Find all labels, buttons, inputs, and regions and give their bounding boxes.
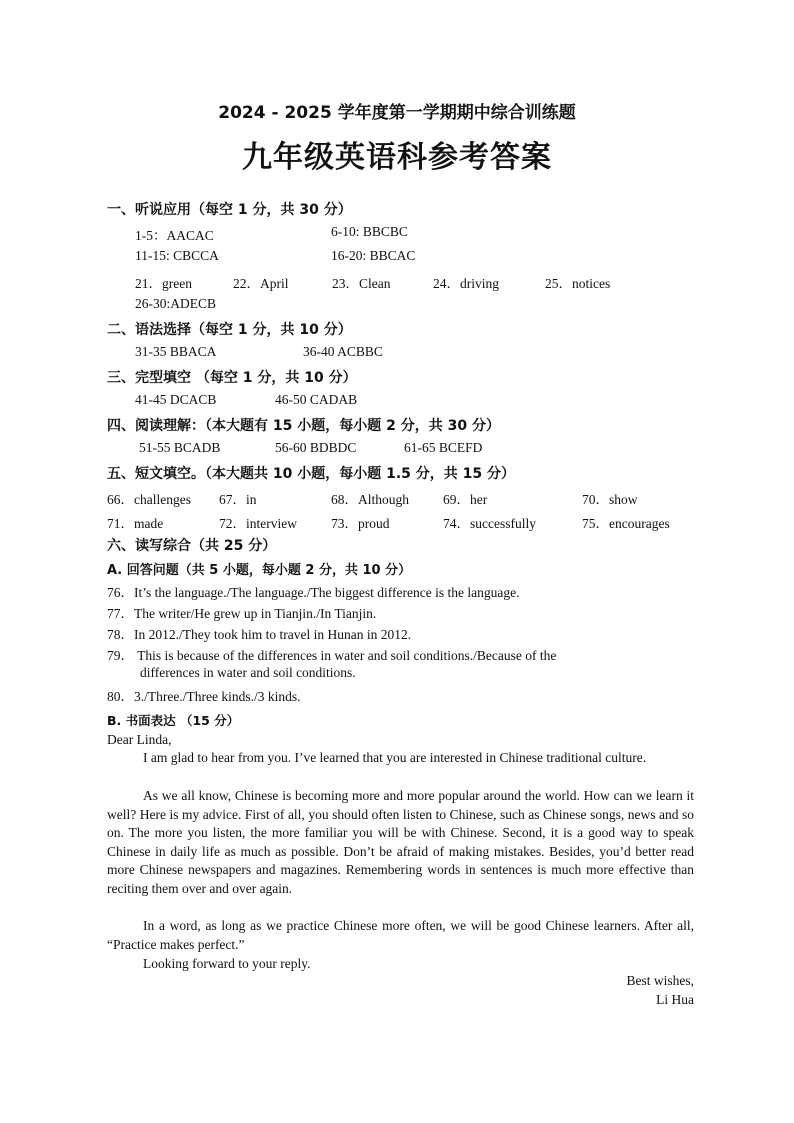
fill-answer: 22．April <box>233 276 289 291</box>
answer-group: 51-55 BCADB <box>139 440 221 455</box>
fill-answer: 25．notices <box>545 276 611 291</box>
letter-closing: Best wishes, <box>626 973 694 988</box>
letter-paragraph-4: Looking forward to your reply. <box>143 956 311 971</box>
fill-answer: 67．in <box>219 492 257 507</box>
fill-answer: 69．her <box>443 492 488 507</box>
answer-group: 41-45 DCACB <box>135 392 217 407</box>
section-5-heading: 五、短文填空。（本大题共 10 小题，每小题 1.5 分，共 15 分） <box>107 466 516 482</box>
answer-group: 11-15: CBCCA <box>135 248 219 263</box>
section-1-heading: 一、听说应用（每空 1 分，共 30 分） <box>107 202 352 218</box>
section-2-heading: 二、语法选择（每空 1 分，共 10 分） <box>107 322 352 338</box>
fill-answer: 66．challenges <box>107 492 191 507</box>
answer-group: 26-30:ADECB <box>135 296 216 311</box>
answer-80: 80．3./Three./Three kinds./3 kinds. <box>107 689 301 704</box>
fill-answer: 21．green <box>135 276 192 291</box>
letter-greeting: Dear Linda, <box>107 732 172 747</box>
answer-76: 76．It’s the language./The language./The biggest difference is the language. <box>107 585 520 600</box>
answer-78: 78．In 2012./They took him to travel in Hunan in 2012. <box>107 627 412 642</box>
fill-answer: 70．show <box>582 492 638 507</box>
fill-answer: 68．Although <box>331 492 410 507</box>
fill-answer: 24．driving <box>433 276 499 291</box>
letter-paragraph-1: I am glad to hear from you. I’ve learned that you are interested in Chinese traditional culture. <box>143 750 647 765</box>
section-6-heading: 六、读写综合（共 25 分） <box>107 538 277 554</box>
answer-group: 6-10: BBCBC <box>331 224 408 239</box>
letter-paragraph-2: As we all know, Chinese is becoming more and more popular around the world. How can we learn it well? Here is my advice. First of all, you should often listen to Chinese, such as Chinese songs, news and so on. The more you listen, the more familiar you will be with Chinese. Second, it is a good way to speak Chinese in daily life as much as possible. Don’t be afraid of making mistakes. Besides, you’d better read more Chinese newspapers and magazines. Remembering words in sentences is much more effective than reciting them over and over again. <box>107 788 694 896</box>
fill-answer: 23．Clean <box>332 276 391 291</box>
section-3-heading: 三、完型填空 （每空 1 分，共 10 分） <box>107 370 357 386</box>
answer-group: 16-20: BBCAC <box>331 248 416 263</box>
answer-77: 77．The writer/He grew up in Tianjin./In Tianjin. <box>107 606 377 621</box>
subsection-a-heading: A. 回答问题（共 5 小题，每小题 2 分，共 10 分） <box>107 563 412 578</box>
fill-answer: 71．made <box>107 516 164 531</box>
answer-group: 31-35 BBACA <box>135 344 217 359</box>
answer-group: 46-50 CADAB <box>275 392 358 407</box>
fill-answer: 74．successfully <box>443 516 536 531</box>
section-4-heading: 四、阅读理解：（本大题有 15 小题，每小题 2 分，共 30 分） <box>107 418 500 434</box>
fill-answer: 72．interview <box>219 516 297 531</box>
fill-answer: 75．encourages <box>582 516 670 531</box>
answer-group: 56-60 BDBDC <box>275 440 357 455</box>
document-title: 2024 - 2025 学年度第一学期期中综合训练题 <box>218 103 576 123</box>
subsection-b-heading: B. 书面表达 （15 分） <box>107 713 240 728</box>
letter-paragraph-3: In a word, as long as we practice Chinese more often, we will be good Chinese learners. After all, “Practice makes perfect.” <box>107 918 694 952</box>
letter-signature: Li Hua <box>656 992 694 1007</box>
answer-79: 79． This is because of the differences in water and soil conditions./Because of the <box>107 648 557 663</box>
document-subtitle: 九年级英语科参考答案 <box>242 140 552 175</box>
answer-group: 36-40 ACBBC <box>303 344 383 359</box>
fill-answer: 73．proud <box>331 516 390 531</box>
answer-group: 1-5：AACAC <box>135 228 214 243</box>
answer-group: 61-65 BCEFD <box>404 440 483 455</box>
answer-79-continued: differences in water and soil conditions. <box>140 665 356 680</box>
